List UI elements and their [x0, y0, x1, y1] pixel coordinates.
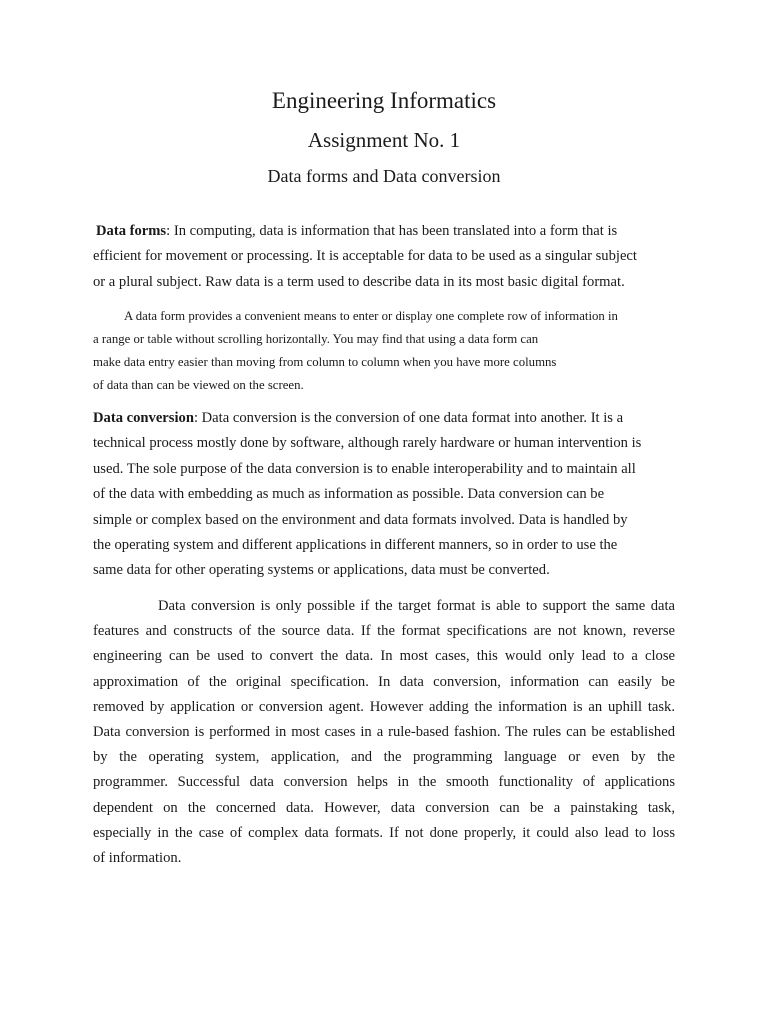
paragraph-line: especially in the case of complex data formats. If not done properly, it could also lead to loss — [93, 824, 675, 841]
data-conversion-paragraph — [93, 406, 675, 584]
topic-heading: Data forms and Data conversion — [267, 166, 501, 186]
paragraph-line: of data than can be viewed on the screen. — [93, 378, 304, 392]
paragraph-line: Data conversion is only possible if the target format is able to support the same data — [158, 598, 675, 614]
paragraph-line: the operating system and different applications in different manners, so in order to use the — [93, 537, 618, 554]
paragraph-line: efficient for movement or processing. It is acceptable for data to be used as a singular subject — [93, 248, 637, 265]
paragraph-line: A data form provides a convenient means to enter or display one complete row of information in — [124, 309, 618, 323]
paragraph-line: removed by application or conversion agent. However adding the information is an uphill task. — [93, 698, 675, 715]
paragraph-line: simple or complex based on the environment and data formats involved. Data is handled by — [93, 511, 628, 528]
paragraph-line: by the operating system, application, and the programming language or even by the — [93, 749, 675, 766]
paragraph-line: Data conversion is performed in most cases in a rule-based fashion. The rules can be established — [93, 724, 675, 741]
paragraph-line: technical process mostly done by software, although rarely hardware or human intervention is — [93, 435, 642, 452]
term-data-forms: Data forms — [96, 223, 167, 239]
assignment-number: Assignment No. 1 — [307, 128, 461, 152]
paragraph-line: Data forms: In computing, data is information that has been translated into a form that is — [96, 223, 618, 239]
paragraph-line: programmer. Successful data conversion helps in the smooth functionality of applications — [93, 774, 675, 791]
document-title: Engineering Informatics — [271, 88, 497, 113]
paragraph-line: dependent on the concerned data. However, data conversion can be a painstaking task, — [93, 799, 675, 816]
paragraph-line: of information. — [93, 850, 182, 867]
data-form-description-paragraph — [93, 305, 675, 397]
paragraph-line: used. The sole purpose of the data conversion is to enable interoperability and to maintain all — [93, 460, 636, 477]
conversion-details-paragraph — [93, 594, 675, 871]
paragraph-line: approximation of the original specification. In data conversion, information can easily be — [93, 673, 675, 690]
paragraph-line: a range or table without scrolling horizontally. You may find that using a data form can — [93, 332, 539, 346]
paragraph-line: or a plural subject. Raw data is a term used to describe data in its most basic digital format. — [93, 273, 625, 290]
paragraph-line: features and constructs of the source data. If the format specifications are not known, reverse — [93, 623, 675, 640]
data-forms-paragraph — [93, 219, 675, 295]
paragraph-line: engineering can be used to convert the data. In most cases, this would only lead to a close — [93, 648, 675, 665]
paragraph-line: make data entry easier than moving from column to column when you have more columns — [93, 355, 557, 369]
term-data-conversion: Data conversion — [93, 410, 194, 426]
paragraph-line: Data conversion: Data conversion is the conversion of one data format into another. It is a — [93, 410, 624, 426]
paragraph-line: same data for other operating systems or applications, data must be converted. — [93, 562, 550, 579]
paragraph-line: of the data with embedding as much as information as possible. Data conversion can be — [93, 486, 605, 503]
